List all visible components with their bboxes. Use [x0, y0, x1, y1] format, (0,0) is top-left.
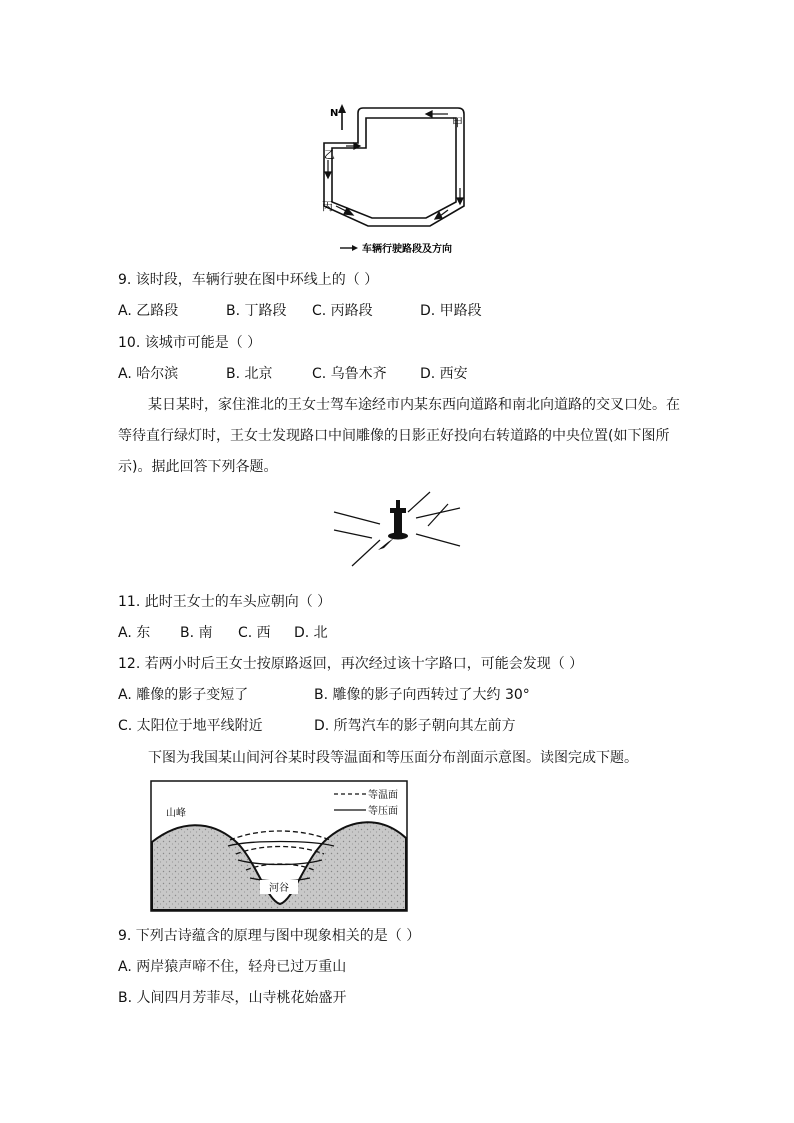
valley-cross-section-figure: [150, 780, 408, 912]
q12-option-a: A. 雕像的影子变短了: [118, 687, 249, 703]
passage1-line3: 示)。据此回答下列各题。: [118, 459, 278, 475]
q11-option-a: A. 东: [118, 625, 151, 641]
q10-option-c: C. 乌鲁木齐: [312, 366, 387, 382]
passage1-line1: 某日某时，家住淮北的王女士驾车途经市内某东西向道路和南北向道路的交叉口处。在: [148, 397, 680, 413]
figure1-legend: 车辆行驶路段及方向: [362, 244, 452, 255]
q9b-option-a: A. 两岸猿声啼不住，轻舟已过万重山: [118, 959, 347, 975]
q11-stem: 11. 此时王女士的车头应朝向（ ）: [118, 594, 332, 610]
q11-option-b: B. 南: [180, 625, 213, 641]
peak-label: 山峰: [166, 808, 186, 819]
passage2: 下图为我国某山间河谷某时段等温面和等压面分布剖面示意图。读图完成下题。: [148, 750, 638, 766]
ring-road-figure: [318, 98, 478, 258]
label-bing: 丙: [322, 200, 333, 213]
valley-label: 河谷: [269, 883, 289, 894]
q9a-option-a: A. 乙路段: [118, 303, 179, 319]
q9b-stem: 9. 下列古诗蕴含的原理与图中现象相关的是（ ）: [118, 928, 421, 944]
q10-option-b: B. 北京: [226, 366, 273, 382]
legend-isobar: 等压面: [368, 806, 398, 817]
q9a-option-c: C. 丙路段: [312, 303, 373, 319]
q12-stem: 12. 若两小时后王女士按原路返回，再次经过该十字路口，可能会发现（ ）: [118, 656, 584, 672]
intersection-figure: [330, 490, 465, 570]
q10-option-d: D. 西安: [420, 366, 468, 382]
passage1-line2: 等待直行绿灯时，王女士发现路口中间雕像的日影正好投向右转道路的中央位置(如下图所: [118, 428, 670, 444]
north-label: N: [330, 108, 339, 119]
q10-stem: 10. 该城市可能是（ ）: [118, 335, 262, 351]
q9a-option-b: B. 丁路段: [226, 303, 287, 319]
q12-option-c: C. 太阳位于地平线附近: [118, 718, 263, 734]
q9b-option-b: B. 人间四月芳菲尽，山寺桃花始盛开: [118, 990, 347, 1006]
q11-option-d: D. 北: [294, 625, 328, 641]
label-yi: 乙: [324, 148, 335, 161]
label-jia: 甲: [452, 116, 463, 129]
q9a-stem: 9. 该时段，车辆行驶在图中环线上的（ ）: [118, 272, 379, 288]
q11-option-c: C. 西: [238, 625, 271, 641]
q9a-option-d: D. 甲路段: [420, 303, 482, 319]
legend-isotherm: 等温面: [368, 790, 398, 801]
q12-option-b: B. 雕像的影子向西转过了大约 30°: [314, 687, 530, 703]
q12-option-d: D. 所驾汽车的影子朝向其左前方: [314, 718, 516, 734]
q10-option-a: A. 哈尔滨: [118, 366, 179, 382]
